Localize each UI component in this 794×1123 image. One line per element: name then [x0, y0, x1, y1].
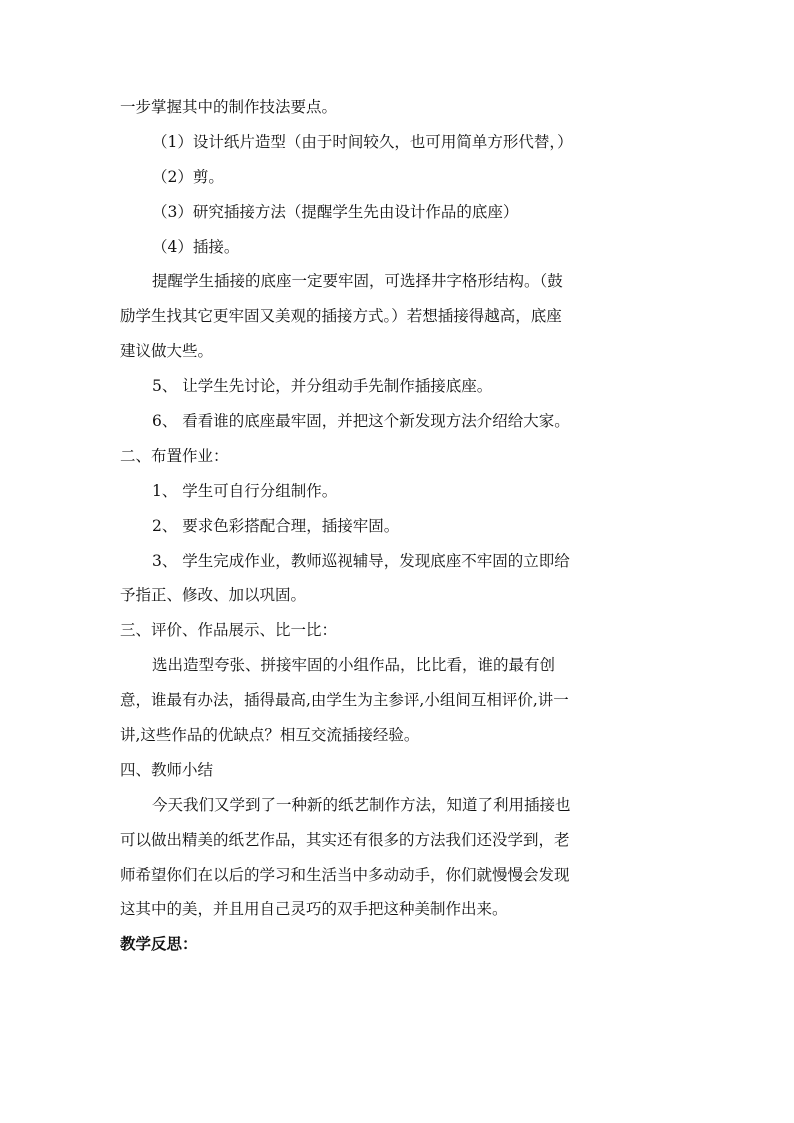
list-item: 6、 看看谁的底座最牢固，并把这个新发现方法介绍给大家。: [152, 412, 570, 431]
text-line: 一步掌握其中的制作技法要点。: [120, 98, 338, 116]
list-item: 1、 学生可自行分组制作。: [152, 481, 338, 500]
paragraph-line: 建议做大些。: [120, 342, 214, 361]
paragraph-line: 讲,这些作品的优缺点？相互交流插接经验。: [120, 726, 420, 745]
paragraph-line: 这其中的美，并且用自己灵巧的双手把这种美制作出来。: [120, 900, 508, 919]
paragraph-line: 意，谁最有办法，插得最高,由学生为主参评,小组间互相评价,讲一: [120, 691, 569, 710]
list-item: 5、 让学生先讨论，并分组动手先制作插接底座。: [152, 377, 493, 396]
step-item: （4）插接。: [152, 237, 240, 256]
section-heading: 三、评价、作品展示、比一比：: [120, 621, 338, 640]
paragraph-line: 励学生找其它更牢固又美观的插接方式。）若想插接得越高，底座: [120, 307, 562, 326]
paragraph-line: 可以做出精美的纸艺作品，其实还有很多的方法我们还没学到，老: [120, 830, 570, 849]
paragraph-line: 选出造型夸张、拼接牢固的小组作品，比比看，谁的最有创: [152, 656, 556, 675]
document-body: [120, 90, 670, 962]
paragraph-line: 提醒学生插接的底座一定要牢固，可选择井字格形结构。（鼓: [152, 272, 563, 291]
step-item: （3）研究插接方法（提醒学生先由设计作品的底座）: [152, 202, 519, 221]
paragraph-line: 予指正、修改、加以巩固。: [120, 586, 307, 605]
list-item: 2、 要求色彩搭配合理，插接牢固。: [152, 516, 400, 535]
reflection-heading: 教学反思：: [120, 934, 198, 954]
paragraph-line: 今天我们又学到了一种新的纸艺制作方法，知道了利用插接也: [152, 795, 571, 814]
section-heading: 四、教师小结: [120, 760, 214, 779]
section-heading: 二、布置作业：: [120, 446, 229, 465]
step-item: （2）剪。: [152, 167, 224, 186]
list-item: 3、 学生完成作业，教师巡视辅导，发现底座不牢固的立即给: [152, 551, 570, 570]
paragraph-line: 师希望你们在以后的学习和生活当中多动动手，你们就慢慢会发现: [120, 865, 570, 884]
step-item: （1）设计纸片造型（由于时间较久，也可用简单方形代替，）: [152, 132, 573, 151]
